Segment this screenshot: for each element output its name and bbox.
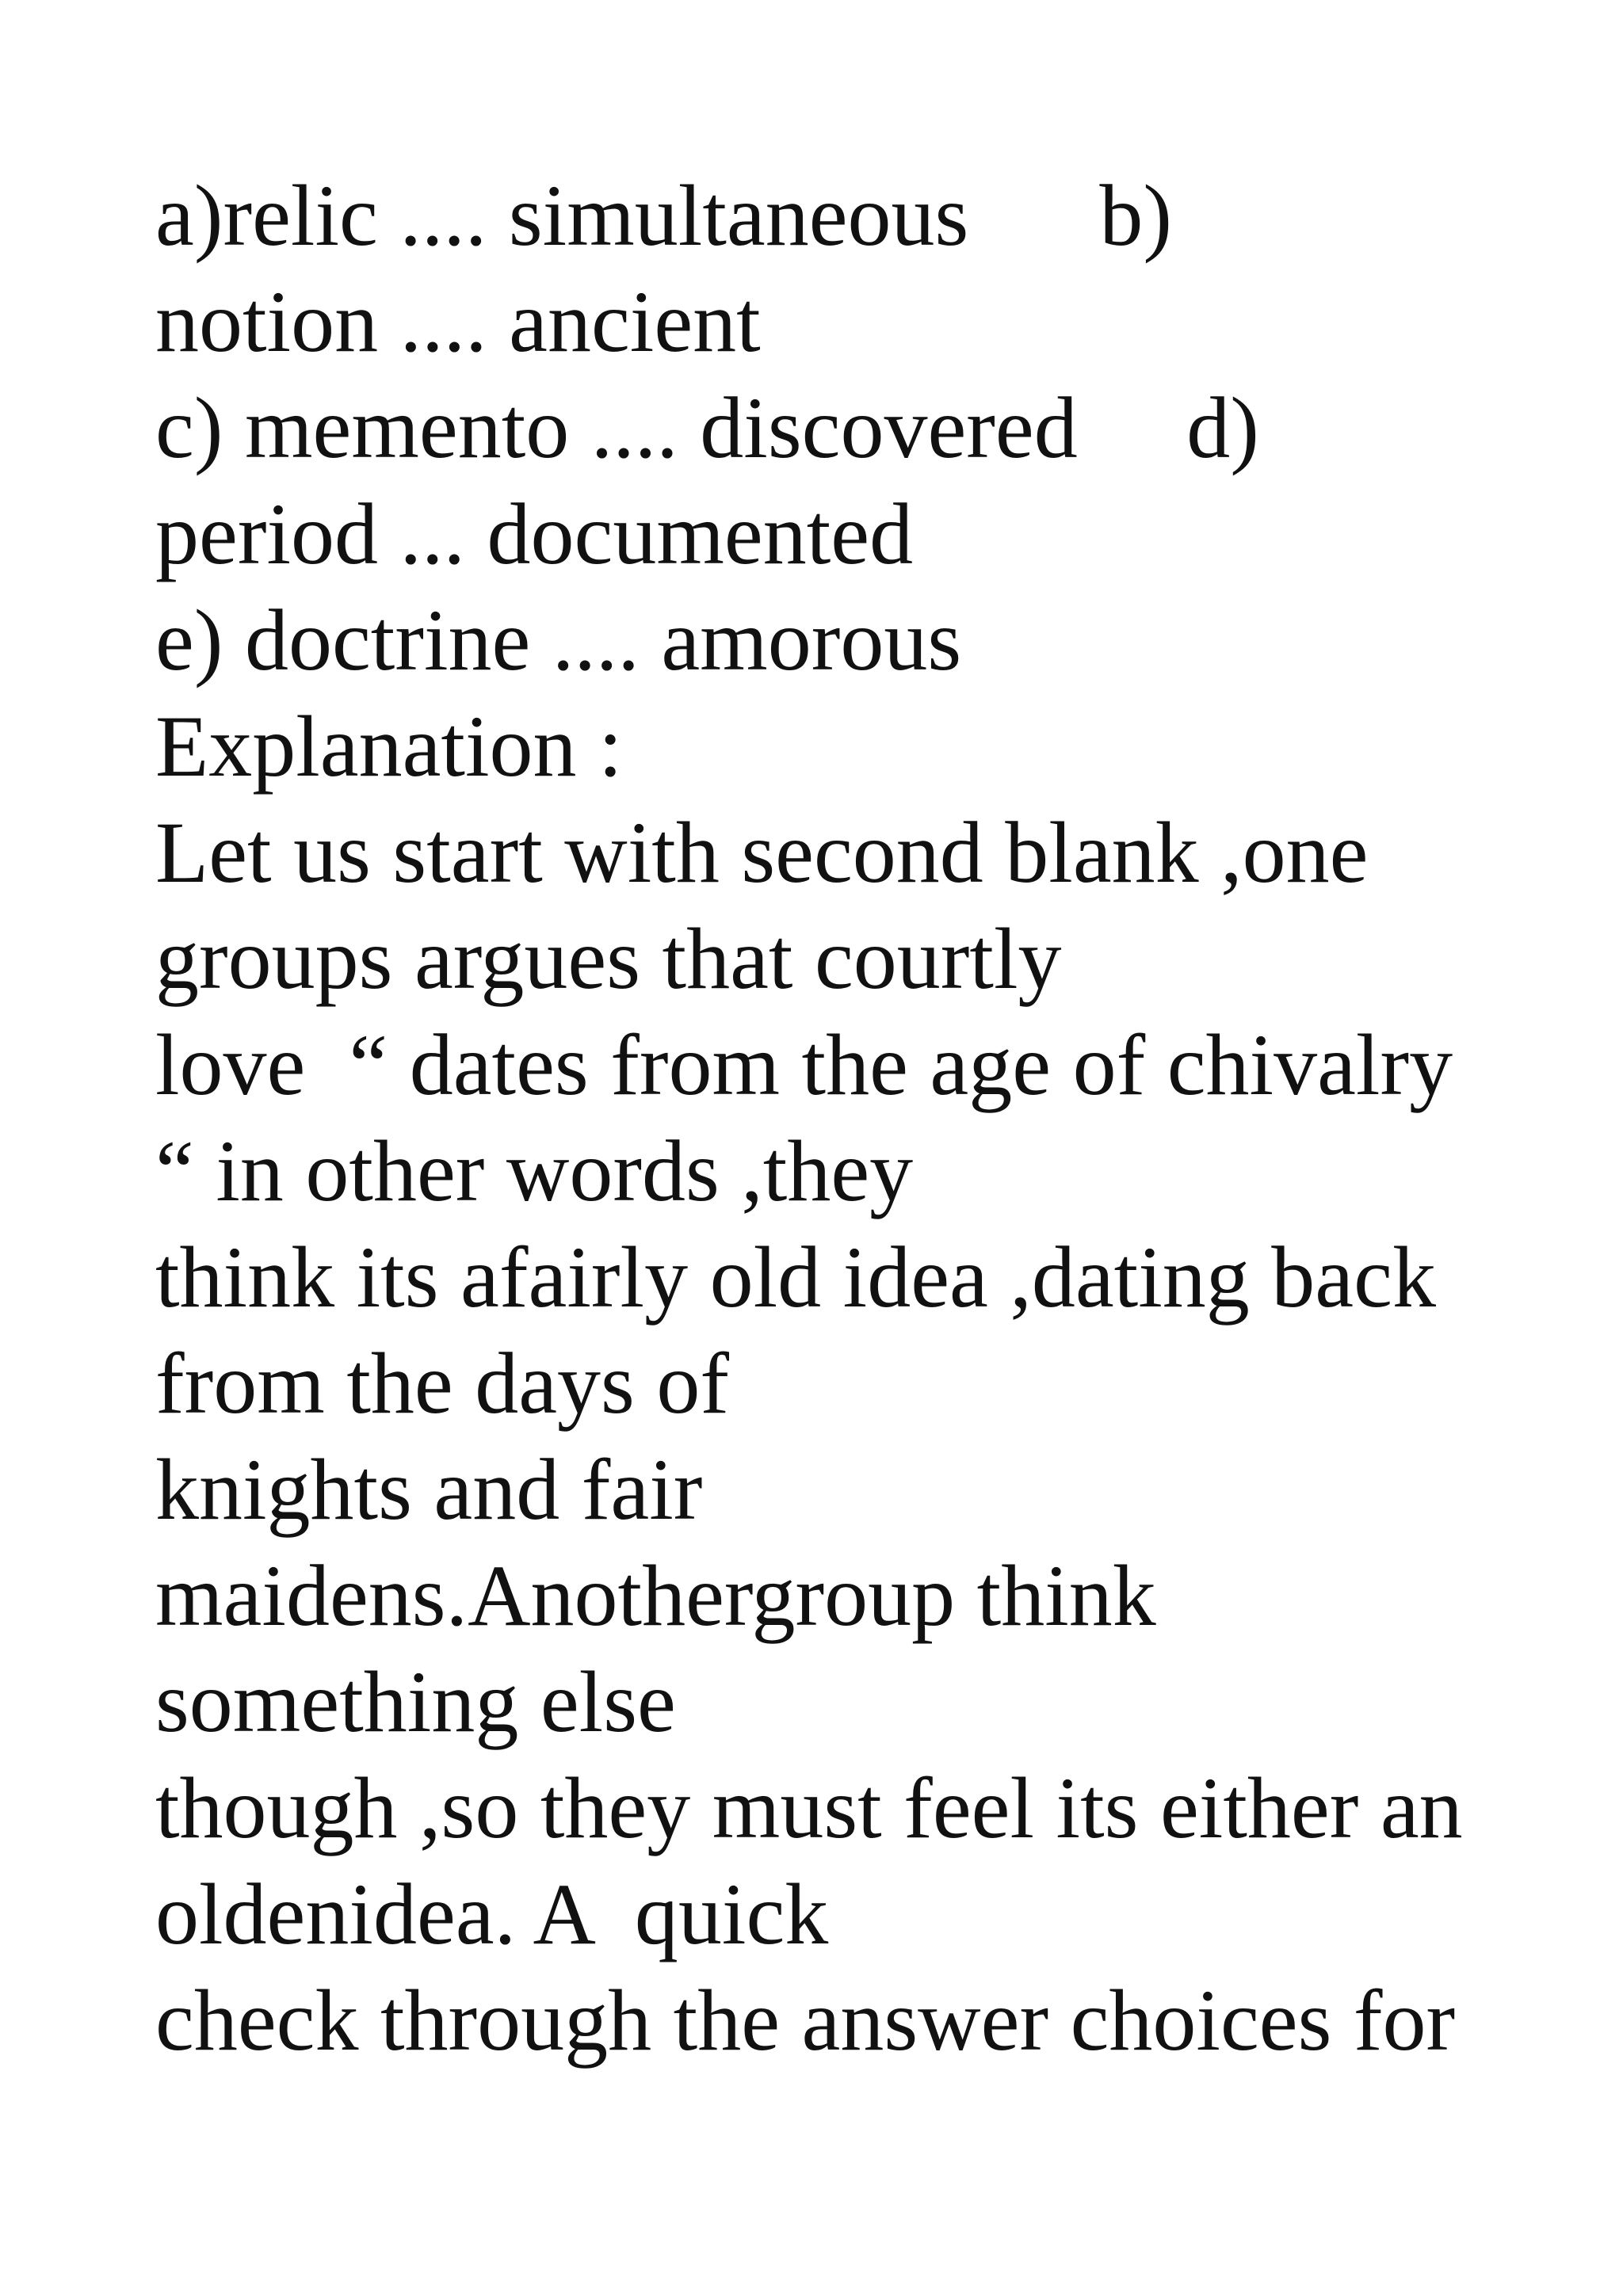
explanation-line: knights and fair [155,1441,703,1538]
explanation-line: groups argues that courtly [155,910,1062,1007]
explanation-heading: Explanation : [155,698,623,795]
option-line-b-continued: notion .... ancient [155,273,761,370]
explanation-line: something else [155,1653,676,1750]
option-line-e: e) doctrine .... amorous [155,592,962,688]
explanation-line: check through the answer choices for [155,1972,1456,2069]
option-line-c-d: c) memento .... discovered d) [155,379,1259,476]
explanation-line: though ,so they must feel its either an [155,1760,1463,1856]
explanation-line: love “ dates from the age of chivalry [155,1016,1453,1113]
explanation-line: oldenidea. A quick [155,1866,829,1962]
document-text [155,162,1582,2073]
explanation-line: “ in other words ,they [155,1123,914,1219]
explanation-line: maidens.Anothergroup think [155,1547,1156,1644]
option-line-a-b: a)relic .... simultaneous b) [155,167,1172,264]
explanation-line: Let us start with second blank ,one [155,804,1369,901]
explanation-line: from the days of [155,1335,729,1432]
explanation-line: think its afairly old idea ,dating back [155,1229,1436,1325]
option-line-d-continued: period ... documented [155,486,914,582]
